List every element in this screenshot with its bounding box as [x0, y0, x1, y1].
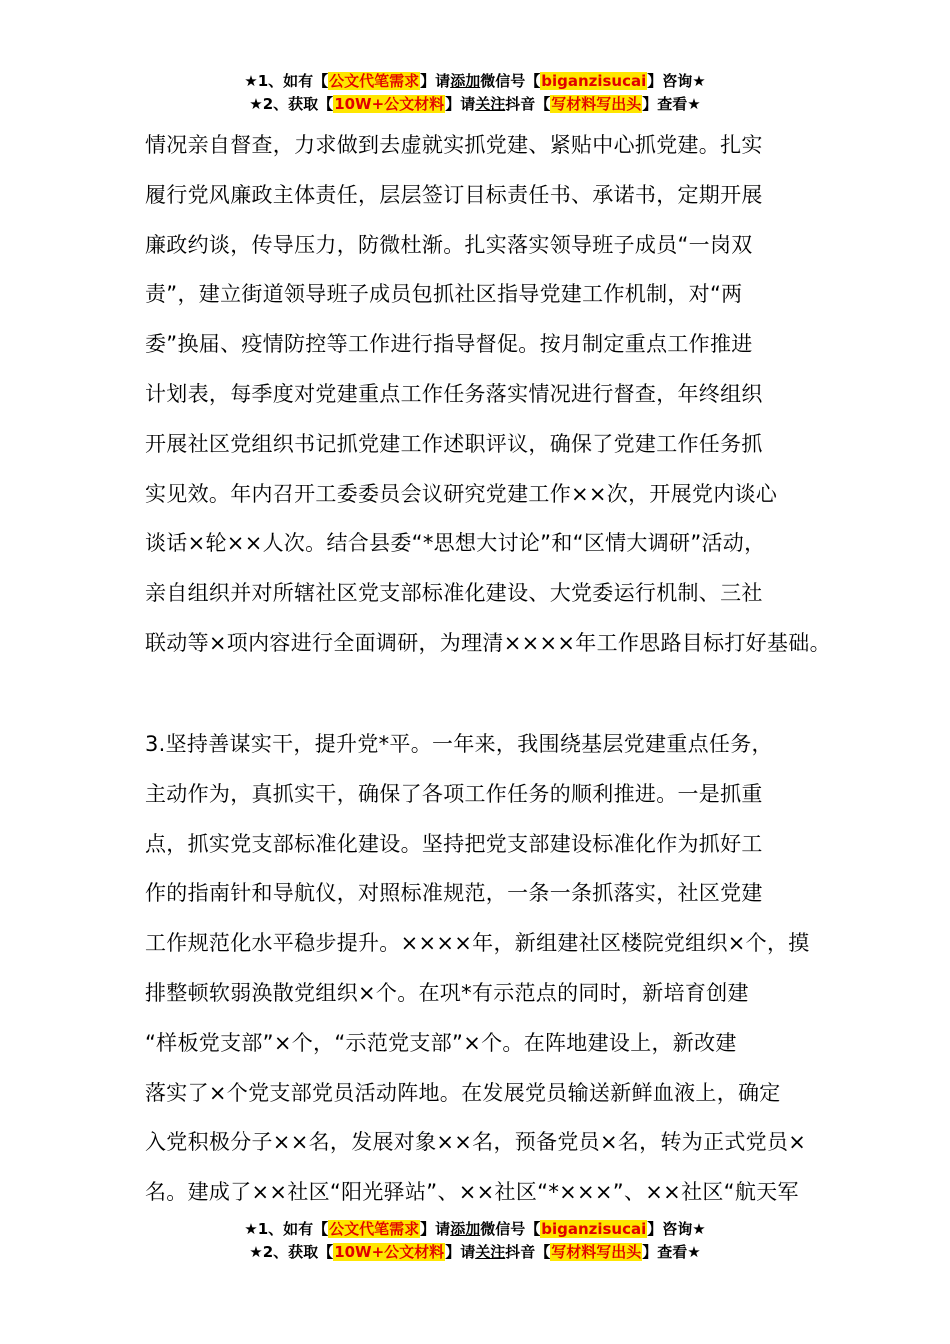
text-line: 排整顿软弱涣散党组织×个。在巩*有示范点的同时，新培育创建	[145, 980, 749, 1005]
text-line: 计划表，每季度对党建重点工作任务落实情况进行督查，年终组织	[145, 381, 763, 406]
banner-text: 】请	[420, 1220, 451, 1238]
text-line: 实见效。年内召开工委委员会议研究党建工作××次，开展党内谈心	[145, 481, 778, 506]
banner-text: 】咨询★	[647, 72, 706, 90]
banner-line-2	[0, 94, 950, 117]
banner-text: 】查看★	[642, 95, 701, 113]
banner-highlight: 10W+公文材料	[334, 95, 445, 113]
banner-highlight: biganzisucai	[541, 72, 647, 90]
banner-underlined-text: 关注	[475, 95, 506, 113]
text-line: 作的指南针和导航仪，对照标准规范，一条一条抓落实，社区党建	[145, 881, 763, 906]
banner-underlined-text: 关注	[475, 1243, 506, 1261]
banner-highlight: 公文代笔需求	[329, 72, 420, 90]
header-banner	[0, 71, 950, 117]
text-line: 落实了×个党支部党员活动阵地。在发展党员输送新鲜血液上，确定	[145, 1080, 781, 1105]
banner-text: 】请	[420, 72, 451, 90]
text-line: 亲自组织并对所辖社区党支部标准化建设、大党委运行机制、三社	[145, 581, 763, 606]
banner-highlight: 公文代笔需求	[329, 1220, 420, 1238]
banner-line-1	[0, 71, 950, 94]
footer-banner	[0, 1219, 950, 1265]
banner-text: 抖音【	[505, 1243, 551, 1261]
text-line: 履行党风廉政主体责任，层层签订目标责任书、承诺书，定期开展	[145, 182, 763, 207]
text-line: 点，抓实党支部标准化建设。坚持把党支部建设标准化作为抓好工	[145, 831, 763, 856]
banner-text: 微信号【	[480, 1220, 541, 1238]
banner-highlight: biganzisucai	[541, 1220, 647, 1238]
banner-highlight: 10W+公文材料	[334, 1243, 445, 1261]
paragraph-2	[145, 720, 835, 1218]
text-line: 3.坚持善谋实干，提升党*平。一年来，我围绕基层党建重点任务，	[145, 732, 773, 756]
banner-text: 微信号【	[480, 72, 541, 90]
text-line: 开展社区党组织书记抓党建工作述职评议，确保了党建工作任务抓	[145, 431, 763, 456]
text-line: 名。建成了××社区“阳光驿站”、××社区“*×××”、××社区“航天军	[145, 1180, 799, 1205]
paragraph-1	[145, 121, 835, 669]
banner-line-1	[0, 1219, 950, 1242]
text-line: 联动等×项内容进行全面调研，为理清××××年工作思路目标打好基础。	[145, 630, 831, 655]
text-line: 情况亲自督查，力求做到去虚就实抓党建、紧贴中心抓党建。扎实	[145, 133, 763, 157]
banner-text: ★1、如有【	[244, 1220, 329, 1238]
banner-text: 抖音【	[505, 95, 551, 113]
banner-text: 】请	[445, 95, 476, 113]
banner-text: 】查看★	[642, 1243, 701, 1261]
banner-highlight: 写材料写出头	[551, 1243, 642, 1261]
text-line: 责”，建立街道领导班子成员包抓社区指导党建工作机制，对“两	[145, 282, 743, 307]
banner-text: 】请	[445, 1243, 476, 1261]
text-line: 主动作为，真抓实干，确保了各项工作任务的顺利推进。一是抓重	[145, 781, 763, 806]
text-line: “样板党支部”×个，“示范党支部”×个。在阵地建设上，新改建	[145, 1030, 737, 1055]
banner-highlight: 写材料写出头	[551, 95, 642, 113]
banner-underlined-text: 添加	[450, 1220, 481, 1238]
text-line: 工作规范化水平稳步提升。××××年，新组建社区楼院党组织×个，摸	[145, 931, 810, 956]
banner-text: ★1、如有【	[244, 72, 329, 90]
banner-line-2	[0, 1242, 950, 1265]
text-line: 谈话×轮××人次。结合县委“*思想大讨论”和“区情大调研”活动，	[145, 531, 766, 556]
banner-text: 】咨询★	[647, 1220, 706, 1238]
text-line: 委”换届、疫情防控等工作进行指导督促。按月制定重点工作推进	[145, 332, 753, 357]
banner-underlined-text: 添加	[450, 72, 481, 90]
banner-text: ★2、获取【	[249, 1243, 334, 1261]
text-line: 廉政约谈，传导压力，防微杜渐。扎实落实领导班子成员“一岗双	[145, 232, 753, 257]
text-line: 入党积极分子××名，发展对象××名，预备党员×名，转为正式党员×	[145, 1130, 807, 1155]
banner-text: ★2、获取【	[249, 95, 334, 113]
